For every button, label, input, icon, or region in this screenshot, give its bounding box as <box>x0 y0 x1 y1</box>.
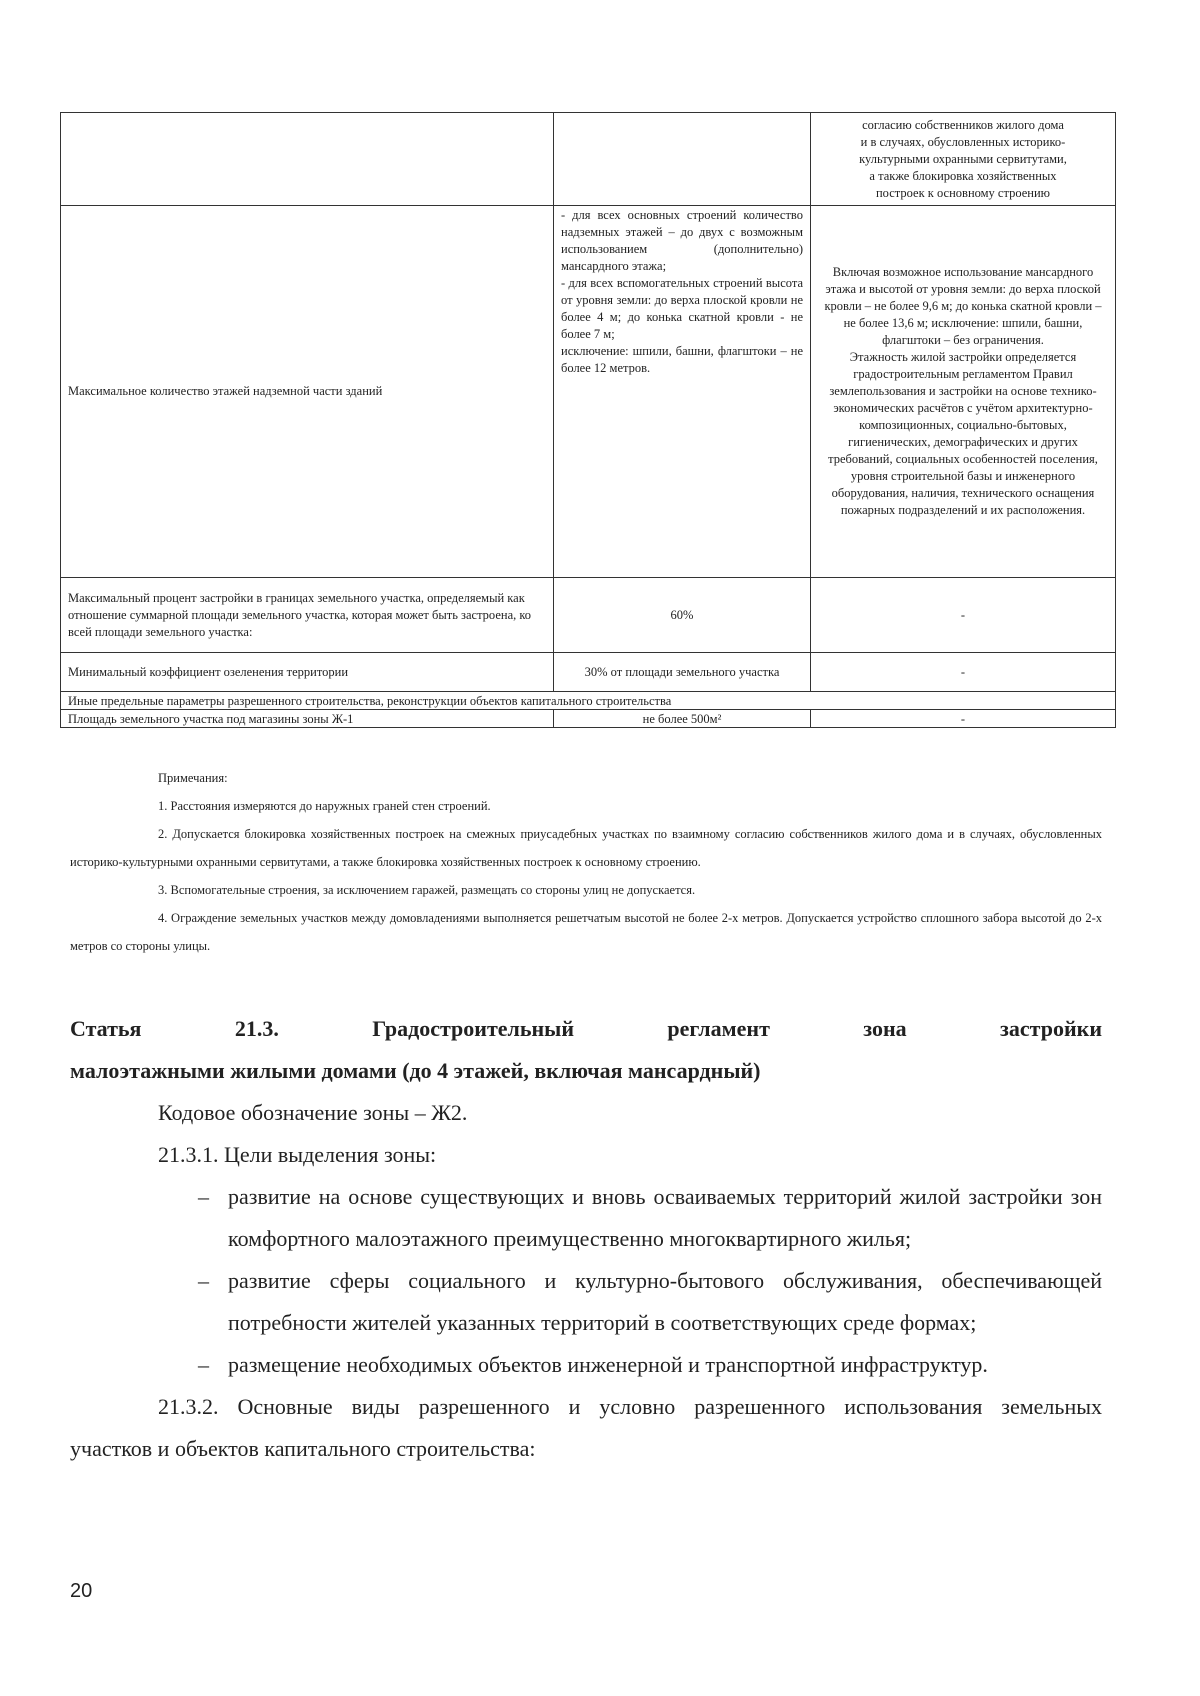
permitted-uses-title-cont: участков и объектов капитального строительства: <box>70 1436 536 1461</box>
table-cell: не более 500м² <box>554 710 811 728</box>
notes-title: Примечания: <box>158 771 228 785</box>
list-item <box>70 1344 1102 1386</box>
table-row <box>61 113 1116 206</box>
note-item: 3. Вспомогательные строения, за исключением гаражей, размещать со стороны улиц не допускается. <box>158 883 696 897</box>
table-cell: согласию собственников жилого дома и в случаях, обусловленных историко- культурными охранными сервитутами, а также блокировка хозяйственных построек к основному строению <box>811 113 1116 206</box>
table-cell: - <box>811 578 1116 653</box>
table-cell: 60% <box>554 578 811 653</box>
table-cell: - для всех основных строений количество надземных этажей – до двух с возможным использованием (дополнительно) мансардного этажа; - для всех вспомогательных строений высота от уровня земли: до верха плоской кровли не более 4 м; до конька скатной кровли - не более 7 м; исключение: шпили, башни, флагштоки – не более 12 метров. <box>554 206 811 578</box>
table-row <box>61 692 1116 710</box>
list-item-text: развитие на основе существующих и вновь осваиваемых территорий жилой застройки зон комфортного малоэтажного преимущественно многоквартирного жилья; <box>228 1184 1102 1251</box>
list-item <box>70 1176 1102 1260</box>
table-cell: 30% от площади земельного участка <box>554 653 811 692</box>
note-item: 1. Расстояния измеряются до наружных граней стен строений. <box>158 799 491 813</box>
goals-title: 21.3.1. Цели выделения зоны: <box>158 1142 437 1167</box>
list-item-text: размещение необходимых объектов инженерной и транспортной инфраструктур. <box>228 1352 988 1377</box>
article-heading-line2: малоэтажными жилыми домами (до 4 этажей, включая мансардный) <box>70 1058 761 1083</box>
regulations-table <box>60 112 1116 728</box>
list-item-text: развитие сферы социального и культурно-бытового обслуживания, обеспечивающей потребности жителей указанных территорий в соответствующих среде формах; <box>228 1268 1102 1335</box>
notes-section <box>70 764 1102 960</box>
table-cell: Включая возможное использование мансардного этажа и высотой от уровня земли: до верха плоской кровли – не более 9,6 м; до конька скатной кровли – не более 13,6 м; исключение: шпили, башни, флагштоки – без ограничения. Этажность жилой застройки определяется градостроительным регламентом Правил землепользования и застройки на основе технико-экономических расчётов с учётом архитектурно-композиционных, социально-бытовых, гигиенических, демографических и других требований, социальных особенностей поселения, уровня строительной базы и инженерного оборудования, наличия, технического оснащения пожарных подразделений и их расположения. <box>811 206 1116 578</box>
article-section <box>70 1008 1102 1470</box>
zone-code: Кодовое обозначение зоны – Ж2. <box>158 1100 468 1125</box>
page-number: 20 <box>70 1580 93 1602</box>
dash-marker: – <box>198 1268 209 1293</box>
table-row <box>61 206 1116 578</box>
table-section-header: Иные предельные параметры разрешенного строительства, реконструкции объектов капитального строительства <box>61 692 1116 710</box>
table-cell: Площадь земельного участка под магазины зоны Ж-1 <box>61 710 554 728</box>
table-cell: Максимальный процент застройки в границах земельного участка, определяемый как отношение суммарной площади земельного участка, которая может быть застроена, ко всей площади земельного участка: <box>61 578 554 653</box>
table-cell: - <box>811 710 1116 728</box>
article-heading: Статья 21.3. Градостроительный регламент зона застройки <box>70 1016 1102 1041</box>
dash-marker: – <box>198 1352 209 1377</box>
dash-marker: – <box>198 1184 209 1209</box>
list-item <box>70 1260 1102 1344</box>
table-cell: Минимальный коэффициент озеленения территории <box>61 653 554 692</box>
table-row <box>61 653 1116 692</box>
table-row <box>61 578 1116 653</box>
note-item: 2. Допускается блокировка хозяйственных построек на смежных приусадебных участках по взаимному согласию собственников жилого дома и в случаях, обусловленных историко-культурными охранными сервитутами, а также блокировка хозяйственных построек к основному строению. <box>70 827 1102 869</box>
table-cell: - <box>811 653 1116 692</box>
table-cell <box>61 113 554 206</box>
permitted-uses-title: 21.3.2. Основные виды разрешенного и условно разрешенного использования земельных <box>158 1394 1102 1419</box>
table-cell <box>554 113 811 206</box>
table-row <box>61 710 1116 728</box>
note-item: 4. Ограждение земельных участков между домовладениями выполняется решетчатым высотой не более 2-х метров. Допускается устройство сплошного забора высотой до 2-х метров со стороны улицы. <box>70 911 1102 953</box>
table-cell: Максимальное количество этажей надземной части зданий <box>61 206 554 578</box>
